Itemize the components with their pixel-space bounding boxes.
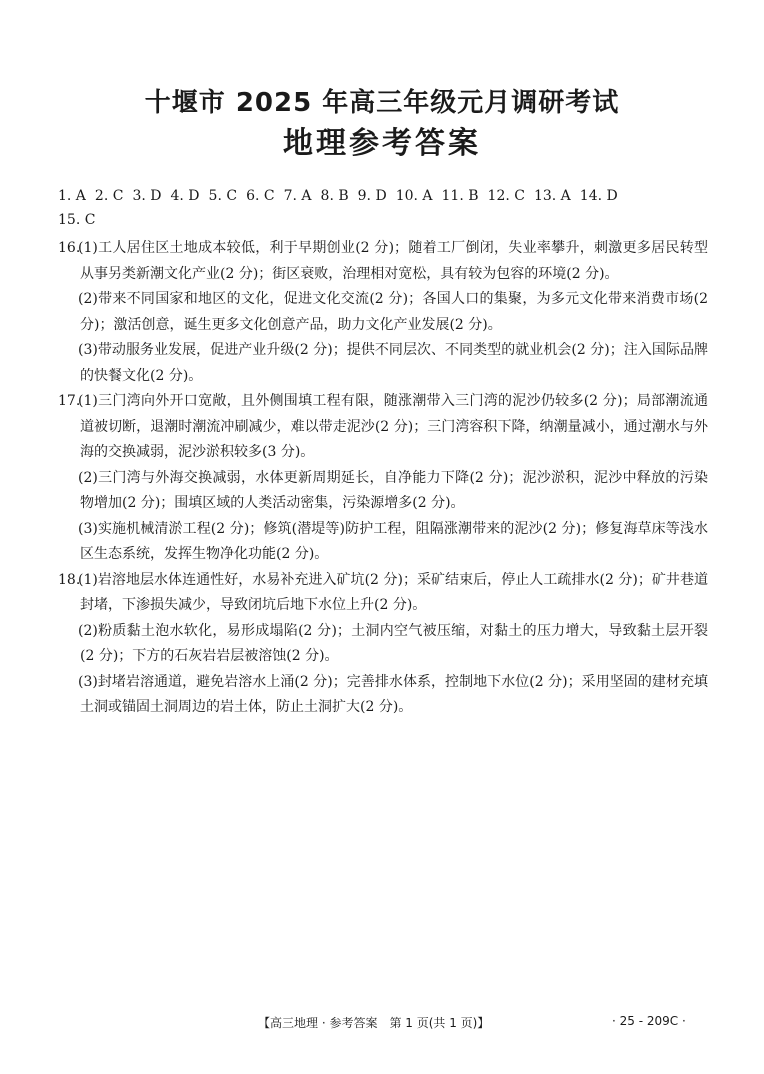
choice-answer-row	[58, 208, 708, 232]
answer-part: (1)岩溶地层水体连通性好，水易补充进入矿坑(2 分)；采矿结束后，停止人工疏排水(2 分)；矿井巷道封堵，下渗损失减少，导致闭坑后地下水位上升(2 分)。	[78, 571, 708, 613]
subjective-answers	[58, 236, 708, 721]
choice-answer: 3. D	[132, 188, 162, 204]
answer-key-subtitle: 地理参考答案	[283, 126, 481, 161]
answer-part: (2)粉质黏土泡水软化，易形成塌陷(2 分)；土洞内空气被压缩，对黏土的压力增大，导致黏土层开裂(2 分)；下方的石灰岩岩层被溶蚀(2 分)。	[78, 622, 708, 664]
answer-part: (1)三门湾向外开口宽敞，且外侧围填工程有限，随涨潮带入三门湾的泥沙仍较多(2 分)；局部潮流通道被切断，退潮时潮流冲刷减少，难以带走泥沙(2 分)；三门湾容积下降，纳潮量减小，通过潮水与外海的交换减弱，泥沙淤积较多(3 分)。	[78, 393, 708, 460]
footer-page-info: 【高三地理 · 参考答案 第 1 页(共 1 页)】	[258, 1016, 490, 1030]
choice-answer: 14. D	[579, 188, 618, 204]
choice-answer: 2. C	[94, 188, 124, 204]
answer-part: (2)三门湾与外海交换减弱，水体更新周期延长，自净能力下降(2 分)；泥沙淤积，泥沙中释放的污染物增加(2 分)；围填区域的人类活动密集，污染源增多(2 分)。	[78, 469, 708, 511]
choice-answer: 11. B	[441, 188, 479, 204]
choice-answer: 7. A	[283, 188, 312, 204]
question-number: 17.	[58, 393, 81, 409]
question-number: 16.	[58, 240, 81, 256]
choice-answer: 5. C	[208, 188, 238, 204]
choice-answer: 13. A	[533, 188, 571, 204]
choice-answer: 8. B	[320, 188, 349, 204]
answer-part: (3)封堵岩溶通道，避免岩溶水上涌(2 分)；完善排水体系，控制地下水位(2 分)；采用坚固的建材充填土洞或锚固土洞周边的岩土体，防止土洞扩大(2 分)。	[78, 673, 708, 715]
choice-answer: 12. C	[487, 188, 525, 204]
footer-paper-code: · 25 - 209C ·	[612, 1014, 686, 1028]
choice-answer: 9. D	[357, 188, 387, 204]
multiple-choice-answers	[58, 184, 708, 232]
choice-answer: 1. A	[58, 188, 86, 204]
choice-answer: 4. D	[170, 188, 200, 204]
question-answer-block	[58, 568, 708, 721]
choice-answer: 10. A	[395, 188, 433, 204]
exam-title: 十堰市 2025 年高三年级元月调研考试	[144, 88, 620, 118]
question-answer-block	[58, 236, 708, 389]
choice-answer-row	[58, 184, 708, 208]
question-answer-block	[58, 389, 708, 568]
answer-part: (3)带动服务业发展，促进产业升级(2 分)；提供不同层次、不同类型的就业机会(2 分)；注入国际品牌的快餐文化(2 分)。	[78, 342, 708, 384]
answer-part: (2)带来不同国家和地区的文化，促进文化交流(2 分)；各国人口的集聚，为多元文化带来消费市场(2 分)；激活创意，诞生更多文化创意产品，助力文化产业发展(2 分)。	[78, 291, 708, 333]
question-number: 18.	[58, 571, 81, 588]
choice-answer: 15. C	[58, 212, 96, 228]
answer-part: (1)工人居住区土地成本较低，利于早期创业(2 分)；随着工厂倒闭，失业率攀升，刺激更多居民转型从事另类新潮文化产业(2 分)；街区衰败，治理相对宽松，具有较为包容的环境(2 分)。	[78, 240, 708, 282]
answer-part: (3)实施机械清淤工程(2 分)；修筑(潜堤等)防护工程，阻隔涨潮带来的泥沙(2 分)；修复海草床等浅水区生态系统，发挥生物净化功能(2 分)。	[78, 520, 708, 562]
choice-answer: 6. C	[246, 188, 275, 204]
